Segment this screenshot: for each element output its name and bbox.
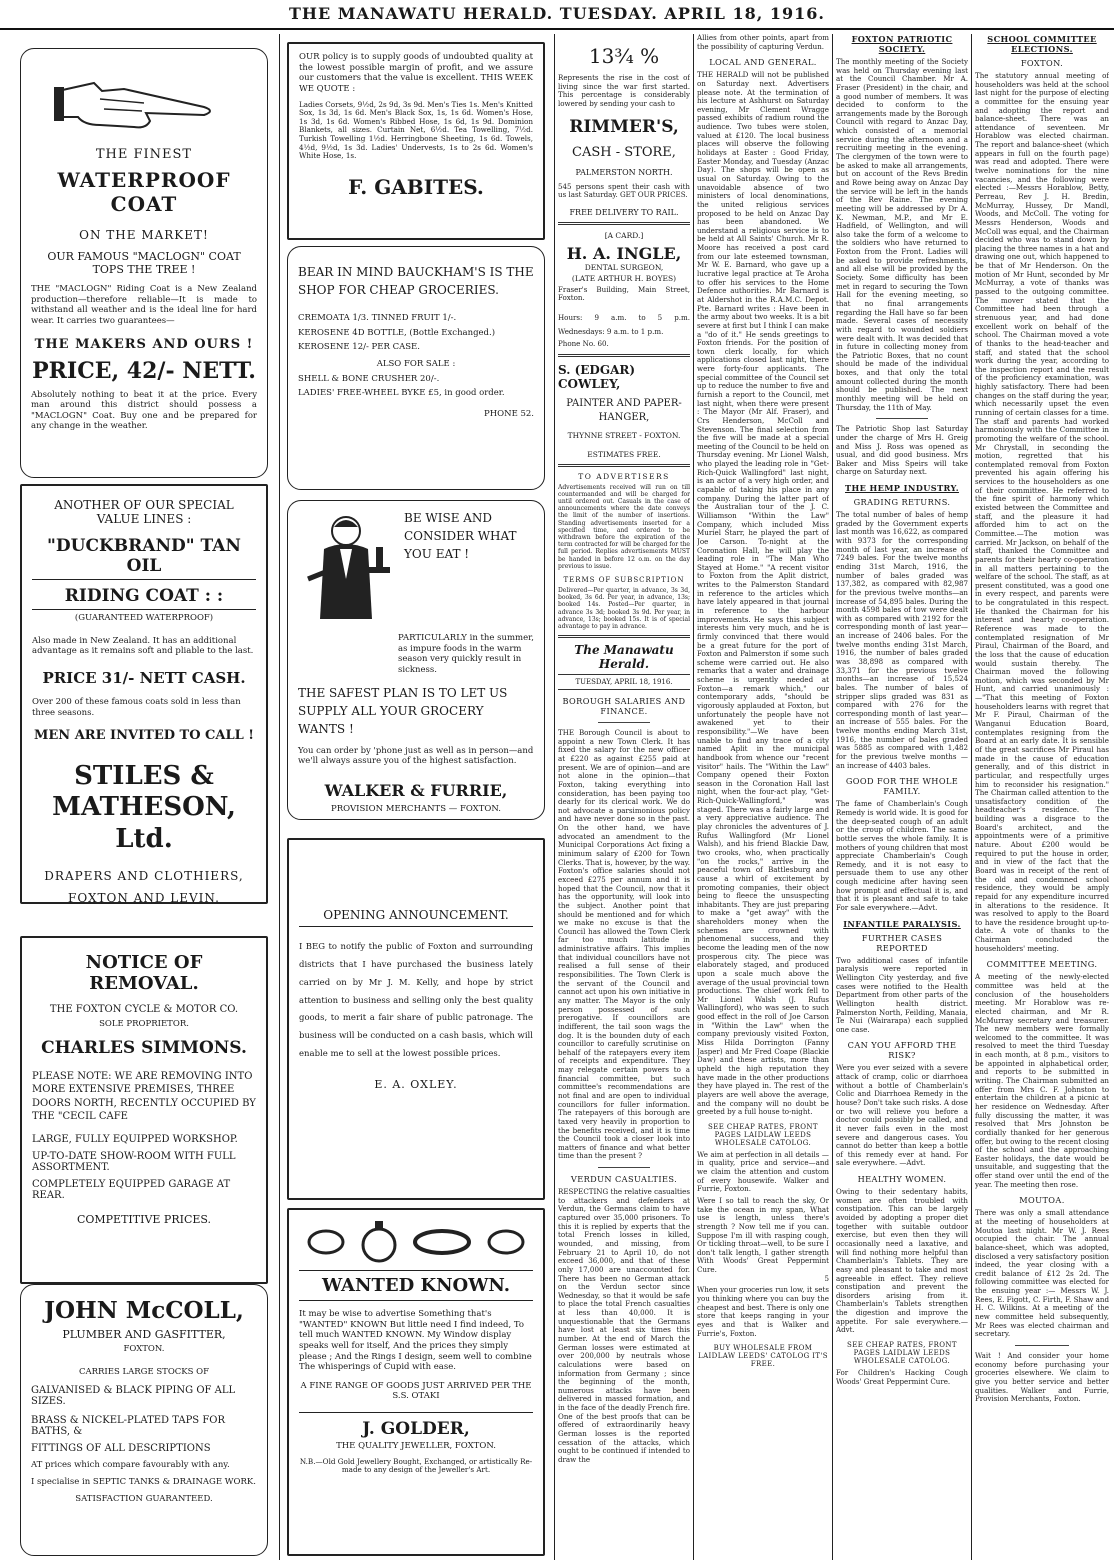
coat-makers: THE MAKERS AND OURS ! xyxy=(34,336,254,352)
ring-icon xyxy=(486,1227,526,1257)
ingle-name: H. A. INGLE, xyxy=(566,243,682,263)
local-general-heading: LOCAL AND GENERAL. xyxy=(709,57,817,68)
mccoll-line7: SATISFACTION GUARANTEED. xyxy=(75,1493,213,1504)
bauckham-item4: SHELL & BONE CRUSHER 20/-. xyxy=(298,373,440,384)
committee-body: A meeting of the newly-elected committee was held at the conclusion of the householders meeting. Mr Horablow was re-elected chairman, and Mr R. McMurray secretary and treasurer. The new members were formally welcomed to the committee. It was resolved to meet the third Tuesday in each month, at 8 p.m., visitors to be appointed in alphabetical order, and reports to be submitted in writing. The Chairman submitted an offer from Mrs C. F. Johnston to entertain the children at a picnic at her residence on Wednesday. After fully discussing the matter, it was resolved that Mrs Johnston be cordially thanked for her generous offer, but owing to the recent closing of the school and the approaching Easter holidays, the date would be unsuitable, and suggesting that the offer stand over until the end of the year. The meeting then rose. xyxy=(975,972,1109,1189)
stiles-place: FOXTON AND LEVIN. xyxy=(68,890,220,904)
removal-note: PLEASE NOTE: WE ARE REMOVING INTO MORE EXTENSIVE PREMISES, THREE DOORS NORTH, RECENTLY OCCUPIED BY THE "CECIL CAFE xyxy=(32,1070,256,1123)
bangle-icon xyxy=(412,1227,472,1257)
laidlaw-ad-3: SEE CHEAP RATES, FRONT PAGES LAIDLAW LEEDS WHOLESALE CATOLOG. xyxy=(847,1341,957,1365)
bauckham-item5: LADIES' FREE-WHEEL BYKE £5, in good order. xyxy=(298,388,505,399)
column-5 xyxy=(836,34,968,1560)
paper-name: The Manawatu Herald. xyxy=(574,643,674,672)
stiles-trade: DRAPERS AND CLOTHIERS, xyxy=(44,868,244,883)
coat-body: THE "MACLOGN" Riding Coat is a New Zealand production—therefore reliable—It is made to withstand all weather and is the ideal line for hard wear. It carries two guarantees— xyxy=(31,284,257,326)
moutoa-body: There was only a small attendance at the meeting of householders at Moutoa last night. Mr W. J. Rees occupied the chair. The annual balance-sheet, which was adopted, disclosed a very satisfactory position indeed, the year closing with a credit balance of £12 2s 2d. The following committee was elected for the ensuing year :— Messrs W. J. Rees, E. Figott, C. Firth, F. Shaw and H. C. Wilkins. At a meeting of the new committee held subsequently, Mr Rees was elected chairman and secretary. xyxy=(975,1208,1109,1339)
verdun-continued: Allies from other points, apart from the possibility of capturing Verdun. xyxy=(697,34,829,51)
ingle-late: (LATE ARTHUR H. BOYES) xyxy=(571,273,677,283)
mccoll-name: JOHN McCOLL, xyxy=(44,1297,244,1324)
ingle-building: Fraser's Building, Main Street, Foxton. xyxy=(558,284,690,303)
removal-showroom: UP-TO-DATE SHOW-ROOM WITH FULL ASSORTMENT. xyxy=(32,1150,236,1173)
ingle-hours: Hours: 9 a.m. to 5 p.m. Wednesdays: 9 a.m. to 1 p.m. xyxy=(558,313,690,336)
oxley-title: OPENING ANNOUNCEMENT. xyxy=(299,908,533,927)
laidlaw-ad-2: BUY WHOLESALE FROM LAIDLAW LEEDS' CATOLOG IT'S FREE. xyxy=(698,1344,828,1369)
walker-order: You can order by 'phone just as well as in person—and we'll always assure you of the highest satisfaction. xyxy=(298,745,534,767)
verdun-body: RESPECTING the relative casualties to attackers and defenders at Verdun, the Germans claim to have captured over 35,000 prisoners. To this it is replied by experts that the total French losses in killed, wounded, and missing, from February 21 to April 10, do not exceed 36,000, and that of these only 17,000 are unaccounted for. There has been no German attack on the Verdun sector since Wednesday, so that it would be safe to place the total French casualties at less than 40,000. It is unquestionable that the Germans have lost at least six times this number. At the end of March the German losses were estimated at over 200,000 by neutrals whose calculations were based on information from Germany ; since the beginning of the month, numerous attacks have been delivered in massed formation, and in the face of the deadly French fire. One of the best proofs that can be offered of extraordinarily heavy German losses is the reported cessation of the attacks, which ought to be continued if intended to draw the xyxy=(558,1187,690,1464)
walker-wait-ad: Wait ! And consider your home economy before purchasing your groceries elsewhere. We claim to give you better service and better qualities. Walker and Furrie, Provision Merchants, Foxton. xyxy=(975,1350,1109,1404)
laidlaw-ad-1: SEE CHEAP RATES, FRONT PAGES LAIDLAW LEEDS WHOLESALE CATOLOG. xyxy=(708,1122,818,1147)
patriotic-body: The monthly meeting of the Society was held on Thursday evening last at the Council Chamber. Mr A. Fraser (President) in the chair, and a good number of members. It was decided to conform to the arrangements made by the Borough Council with regard to Anzac Day, which consisted of a memorial service during the afternoon and a recruiting meeting in the evening. The clergymen of the town were to be asked to make all arrangements, but on account of the Revs Bredin and Rowe being away on Anzac Day the service will be left in the hands of the Rev Raine. The evening meeting will be addressed by Dr A. K. Newman, M.P., and Mr E. Hadfield, of Wellington, and will also take the form of a welcome to the soldiers who have returned to Foxton from the Front. Ladies will be asked to provide refreshments, and all else will be provided by the Society. Some difficulty has been met in regard to securing the Town Hall for the evening meeting, so that no final arrangements regarding the Hall have so far been made. Several cases of necessity with regard to wounded soldiers were dealt with. It was decided that in future in collecting money from the Patriotic Boxes, that no count should be made of the individual boxes, and that only the total amount collected during the month should be published. The next monthly meeting will be held on Thursday, the 11th of May. xyxy=(836,57,968,412)
gabites-body: OUR policy is to supply goods of undoubted quality at the lowest possible margin of profit, and we assure our customers that the value is excellent. THIS WEEK WE QUOTE : xyxy=(299,52,533,94)
golder-trade: THE QUALITY JEWELLER, FOXTON. xyxy=(336,1441,496,1451)
duck-body: Also made in New Zealand. It has an additional advantage as it remains soft and pliable to the last. xyxy=(32,635,254,657)
rimmer-note: 545 persons spent their cash with us last Saturday. GET OUR PRICES. xyxy=(558,181,690,200)
family-body: The fame of Chamberlain's Cough Remedy is world wide. It is good for the deep-seated cough of an adult or the croup of children. The same bottle serves the whole family. It is mothers of young children that most appreciate Chamberlain's Cough Remedy, and it is not easy to persuade them to use any other cough medicine after having seen how prompt and effectual it is, and that it is pleasant and safe to take For sale everywhere.—Advt. xyxy=(836,799,968,913)
stiles-matheson-ad xyxy=(20,484,268,904)
verdun-heading: VERDUN CASUALTIES. xyxy=(570,1174,678,1185)
mccoll-line6: I specialise in SEPTIC TANKS & DRAINAGE WORK. xyxy=(31,1476,256,1487)
bauckham-ad xyxy=(287,246,545,490)
oxley-ad xyxy=(287,838,545,1200)
ring-icon xyxy=(306,1227,346,1257)
subscription-title: TERMS OF SUBSCRIPTION xyxy=(563,575,685,584)
rimmer-body: Represents the rise in the cost of living since the war first started. This percentage is considerably lowered by sending your cash to xyxy=(558,73,690,108)
gabites-ad xyxy=(287,42,545,240)
coat-finest: THE FINEST xyxy=(95,147,193,162)
golder-ad xyxy=(287,1208,545,1556)
school-body: The statutory annual meeting of householders was held at the school last night for the purpose of electing a committee for the ensuing year and adopting the report and balance-sheet. There was an attendance of seventeen. Mr Horablow was elected chairman. The report and balance-sheet (which appears in full on the fourth page) was read and adopted. There were twelve nominations for the nine vacancies, and the following were elected :—Messrs Horablow, Betty, Perreau, Rev J. H. Bredin, McMurray, Hussey, Dr Mandl, Woods, and McColl. The voting for Messrs Henderson, Woods and McColl was equal, and the Chairman decided who was to stand down by placing the three names in a hat and drawing one out, which happened to be that of Mr Henderson. On the motion of Mr Hunt, seconded by Mr McMurray, a vote of thanks was passed to the outgoing committee. The mover stated that the Committee had been through a strenuous year, and had done excellent work on behalf of the school. The Chairman moved a vote of thanks to the head-teacher and staff, and stated that the school work during the year, according to the inspection report and the result of the proficiency examination, was highly satisfactory. There had been changes on the staff during the year, which necessarily upset the even running of certain classes for a time. The staff and parents had worked harmoniously with the Committee in promoting the welfare of the school. Mr Chrystall, in seconding the motion, regretted that his contemplated removal from Foxton prevented his again offering his services to the householders as one of their committee. He referred to the fine spirit of harmony which existed between the Committee and staff, and the pleasure it had afforded him to act on the Committee.—The motion was carried. Mr Jackson, on behalf of the staff, thanked the Committee and parents for their hearty co-operation in all matters pertaining to the welfare of the school. The staff, as at present constituted, was a good one in every respect, and parents were to be congratulated in this respect. He thanked the Chairman for his interest and hearty co-operation. Reference was made to the contemplated resignation of Mr Piraul, Chairman of the Board, and the loss that the cause of education would sustain thereby. The Chairman moved the following motion, which was seconded by Mr Hunt, and carried unanimously :—"That this meeting of Foxton householders learns with regret that Mr F. Piraul, Chairman of the Wanganui Education Board, contemplates resigning from the Board at an early date. It is sensible of the great sacrifices Mr Piraul has made in the cause of education generally, and of this district in particular, and respectfully urges him to reconsider his resignation." The Chairman called attention to the unsatisfactory condition of the headteacher's residence. The building was a disgrace to the Board's architect, and the appointments were of a primitive nature. About £200 would be required to put the house in order, and in view of the fact that the Board was in receipt of the rent of the old and condemned school residence, they would be amply repaid for any expenditure incurred in alterations to the residence. It was resolved to apply to the Board to have the residence brought up-to-date. A vote of thanks to the Chairman concluded the householders' meeting. xyxy=(975,71,1109,953)
walker-firm: WALKER & FURRIE, xyxy=(324,780,508,800)
salaries-body: THE Borough Council is about to appoint a new Town Clerk. It has fixed the salary for the new officer at £220 as against £255 paid at present. We are of opinion—and are not alone in the opinion—that Foxton, taking everything into consideration, has been paying too dearly for its clerical work. We do not advocate a parsimonious policy and have never done so in the past. On the other hand, we have advocated an amendment to the Municipal Corporations Act fixing a minimum salary of £200 for Town Clerks. That is, however, by the way. Foxton's office salaries should not exceed £275 per annum and it is hoped that the Council, now that it has the opportunity, will look into the subject. Another point that should be mentioned and for which we make no excuse is that the Council has allowed the Town Clerk far too much latitude in administrative affairs. This implies that individual councillors have not realised a full sense of their responsibilities. The Town Clerk is the servant of the Council and cannot act upon his own initiative in any matter. The Mayor is the only person possessed of such prerogative. If councillors are indifferent, the tail soon wags the dog. It is the bounden duty of each councillor to carefully scrutinise on behalf of the ratepayers every item of receipts and expenditure. They may relegate certain powers to a financial committee, but such committee's recommendations are not final and are open to individual councillors for fuller information. The ratepayers of this borough are taxed very heavily in proportion to the benefits received, and it is time the Council took a closer look into matters of finance and what better time than the present ? xyxy=(558,728,690,1161)
ingle-card: [A CARD.] xyxy=(604,230,644,240)
women-body: Owing to their sedentary habits, women are often troubled with constipation. This can be largely avoided by adopting a proper diet together with suitable outdoor exercise, but even then they will occasionally need a laxative, and will find nothing more helpful than Chamberlain's Tablets. They are easy and pleasant to take and most agreeable in effect. They relieve constipation and prevent the disorders arising from it. Chamberlain's Tablets strengthen the digestion and improve the appetite. For sale everywhere.—Advt. xyxy=(836,1187,968,1335)
duck-price: PRICE 31/- NETT CASH. xyxy=(42,668,246,687)
column-rule xyxy=(279,34,280,1560)
rimmer-name: RIMMER'S, xyxy=(569,116,679,137)
jewellery-illustration xyxy=(299,1218,533,1266)
removal-name: CHARLES SIMMONS. xyxy=(41,1037,247,1058)
mccoll-town: FOXTON. xyxy=(123,1344,165,1354)
peppermint-verse-number: 5 xyxy=(824,1273,829,1283)
watch-icon xyxy=(360,1219,398,1265)
masthead: THE MANAWATU HERALD. TUESDAY. APRIL 18, 1916. xyxy=(0,4,1114,30)
advertisers-title: TO ADVERTISERS xyxy=(578,471,670,481)
coat-famous: OUR FAMOUS "MACLOGN" COAT TOPS THE TREE ! xyxy=(47,250,241,276)
removal-title: NOTICE OF REMOVAL. xyxy=(85,952,203,994)
bauckham-item2: KEROSENE 4D BOTTLE, (Bottle Exchanged.) xyxy=(298,327,496,338)
walker-body: PARTICULARLY in the summer, as impure foods in the warm season very quickly result in sickness. xyxy=(398,633,534,675)
removal-workshop: LARGE, FULLY EQUIPPED WORKSHOP. xyxy=(32,1133,238,1145)
column-6 xyxy=(975,34,1109,1560)
duck-riding-coat: RIDING COAT : : xyxy=(32,586,256,610)
oxley-body: I BEG to notify the public of Foxton and surrounding districts that I have purchased the business lately carried on by Mr J. M. Kelly, and hope by strict attention to business and selling only the best quality goods, to merit a fair share of public patronage. The business will be conducted on a cash basis, which will enable me to sell at the lowest possible prices. xyxy=(299,942,533,1060)
golder-name: J. GOLDER, xyxy=(299,1412,533,1439)
cowley-street: THYNNE STREET - FOXTON. xyxy=(567,430,681,440)
mccoll-line4: FITTINGS OF ALL DESCRIPTIONS xyxy=(31,1443,211,1455)
bauckham-headline: BEAR IN MIND BAUCKHAM'S IS THE SHOP FOR CHEAP GROCERIES. xyxy=(298,265,534,297)
waiter-illustration-icon xyxy=(298,509,398,629)
gabites-list: Ladies Corsets, 9½d, 2s 9d, 3s 9d. Men's Ties 1s. Men's Knitted Sox, 1s 3d, 1s 6d. Men's Black Sox, 1s, 1s 6d. Women's Hose, 1s 3d, 1s 6d. Women's Ribbed Hose, 1s 6d, 1s 9d. Dominion Blankets, all sizes. Curtain Net, 6½d. Tea Towelling, 7½d. Turkish Towelling 1½d. Herringbone Sheeting, 1s 6d. Towels, 4½d, 9½d, 1s 3d. Ladies' Undervests, 1s to 2s 6d. Women's White Hose, 1s. xyxy=(299,99,533,161)
column-rule xyxy=(693,34,694,1560)
walker-plan: THE SAFEST PLAN IS TO LET US SUPPLY ALL YOUR GROCERY WANTS ! xyxy=(298,685,508,736)
rimmer-town: PALMERSTON NORTH. xyxy=(575,167,673,177)
bauckham-also: ALSO FOR SALE : xyxy=(376,358,456,369)
pointing-hand-icon xyxy=(54,69,234,139)
coat-price: PRICE, 42/- NETT. xyxy=(32,357,256,384)
mccoll-trade: PLUMBER AND GASFITTER, xyxy=(62,1328,226,1341)
salaries-heading: BOROUGH SALARIES AND FINANCE. xyxy=(562,696,686,717)
ingle-phone: Phone No. 60. xyxy=(558,339,609,349)
rimmer-cash-store: CASH - STORE, xyxy=(572,144,676,160)
column-3 xyxy=(558,34,690,1560)
paralysis-body: Two additional cases of infantile paralysis were reported in Wellington City yesterday, and five cases were notified to the Health Department from other parts of the Wellington health district. Palmerston North, Feilding, Manaia, Te Nui (Wairarapa) each supplied one case. xyxy=(836,955,968,1034)
mccoll-line2: GALVANISED & BLACK PIPING OF ALL SIZES. xyxy=(31,1385,236,1408)
family-heading: GOOD FOR THE WHOLE FAMILY. xyxy=(845,776,959,797)
mccoll-line5: AT prices which compare favourably with any. xyxy=(31,1460,230,1471)
bauckham-item1: CREMOATA 1/3. TINNED FRUIT 1/-. xyxy=(298,313,457,323)
bauckham-phone: PHONE 52. xyxy=(484,408,534,419)
column-4 xyxy=(697,34,829,1560)
duck-headline: "DUCKBRAND" TAN OIL xyxy=(32,536,256,580)
walker-trade: PROVISION MERCHANTS — FOXTON. xyxy=(331,803,501,814)
risk-body: Were you ever seized with a severe attack of cramp, colic or diarrhoea without a bottle of Chamberlain's Colic and Diarrhoea Remedy in the house? Don't take such risks. A dose or two will relieve you before a doctor could possibly be called, and it never fails even in the most severe and dangerous cases. You cannot do better than keep a bottle of this remedy ever at hand. For sale everywhere. —Advt. xyxy=(836,1063,968,1168)
golder-nb: N.B.—Old Gold Jewellery Bought, Exchanged, or artistically Re-made to any design of the Jeweller's Art. xyxy=(299,1456,533,1475)
removal-garage: COMPLETELY EQUIPPED GARAGE AT REAR. xyxy=(32,1178,231,1201)
golder-title: WANTED KNOWN. xyxy=(299,1270,533,1301)
golder-verse: It may be wise to advertise Something that's "WANTED" KNOWN But little need I find indeed, To tell much WANTED KNOWN. My Window display speaks well for itself, And the prices they simply please ; And the Rings I design, seem well to combine The whisperings of Cupid with ease. xyxy=(299,1309,532,1373)
walker-aim-ad: We aim at perfection in all details —in quality, price and service—and we claim the attention and custom of every housewife. Walker and Furrie, Foxton. xyxy=(697,1149,829,1194)
mccoll-ad xyxy=(20,1284,268,1556)
duck-intro: ANOTHER OF OUR SPECIAL VALUE LINES : xyxy=(54,498,234,526)
stiles-firm-name: STILES & MATHESON, Ltd. xyxy=(52,761,236,854)
mccoll-line1: CARRIES LARGE STOCKS OF xyxy=(78,1366,210,1377)
patriotic-shop: The Patriotic Shop last Saturday under the charge of Mrs H. Greig and Miss J. Ross was opened as usual, and did good business. Mrs Baker and Miss Speirs will take charge on Saturday next. xyxy=(836,424,968,477)
risk-heading: CAN YOU AFFORD THE RISK? xyxy=(847,1040,957,1061)
column-rule xyxy=(971,34,972,1560)
duck-guarantee: (GUARANTEED WATERPROOF) xyxy=(74,613,214,623)
paralysis-heading: INFANTILE PARALYSIS. xyxy=(843,918,961,929)
hemp-subheading: GRADING RETURNS. xyxy=(853,497,951,508)
removal-notice-ad xyxy=(20,936,268,1284)
hemp-body: The total number of bales of hemp graded by the Government experts last month was 16,622, as compared with 9373 for the corresponding month of last year, an increase of 7249 bales. For the twelve months ending 31st March, 1916, the number of bales graded was 137,382, as compared with 82,987 for the previous twelve months—an increase of 54,895 bales. During the month 4598 bales of tow were dealt with as compared with 2192 for the corresponding month of last year—an increase of 2406 bales. For the twelve months ending 31st March, 1916, the number of bales graded was 38,898 as compared with 33,371 for the previous twelve months—an increase of 15,524 bales. The number of bales of stripper slips graded was 831 as compared with 276 for the corresponding month of last year—an increase of 555 bales. For the twelve months ending March 31st, 1916, the number of bales graded was 5885 as compared with 1,482 for the previous twelve months — an increase of 4403 bales. xyxy=(836,510,968,770)
walker-groceries-ad: When your groceries run low, it sets you thinking where you can buy the cheapest and best. There is only one store that keeps ranging in your eyes and that is Walker and Furrie's, Foxton. xyxy=(697,1285,829,1338)
cowley-name: S. (EDGAR) COWLEY, xyxy=(558,362,636,391)
advertisers-body: Advertisements received will run on till countermanded and will be charged for until ordered out. Casuals in the case of announcements where the date conveys the limit of the number of insertions. Standing advertisements inserted for a specified time, and ordered to be withdrawn before the expiration of the term contracted for will be charged for the full period. Replies advertisements MUST be handed in before 12 o.m. on the day previous to issue. xyxy=(558,483,690,570)
coat-market: ON THE MARKET! xyxy=(79,228,209,242)
cough-ad: For Children's Hacking Cough Woods' Great Peppermint Cure. xyxy=(836,1368,968,1386)
moutoa-heading: MOUTOA. xyxy=(1019,1195,1065,1206)
removal-prices: COMPETITIVE PRICES. xyxy=(76,1212,212,1226)
removal-company: THE FOXTON CYCLE & MOTOR CO. xyxy=(49,1004,239,1015)
removal-proprietor: SOLE PROPRIETOR. xyxy=(99,1019,189,1029)
cowley-estimates: ESTIMATES FREE. xyxy=(587,449,661,459)
duck-sold: Over 200 of these famous coats sold in less than three seasons. xyxy=(32,696,241,718)
oxley-name: E. A. OXLEY. xyxy=(374,1077,458,1091)
local-general-body: THE HERALD will not be published on Saturday next. Advertisers please note. At the termination of his lecture at Ashhurst on Saturday evening, Mr Clement Wragge passed exhibits of radium round the audience. Two tubes were stolen, valued at £120. The local business places will observe the following holidays at Easter : Good Friday, Easter Monday, and Tuesday (Anzac Day). The shops will be open as usual on Saturday. Owing to the unavoidable absence of two ministers of local denominations, the united religious services proposed to be held on Anzac Day has been abandoned. We understand a religious service is to be held at All Saints' Church. Mr R. Moore has received a post card from our late esteemed townsman, Mr W. E. Barnard, who gave up a lucrative legal practice at Te Aroha to offer his services to the Home Defence authorities. Mr Barnard is at Aldershot in the R.A.M.C. Depot. Pte. Barnard writes : Have been in the army about two weeks. It is a bit severe at first but I think I can make a "do of it." He sends greetings to Foxton friends. For the position of town clerk locally, for which applications closed last night, there were forty-four applicants. The special committee of the Council set up to reduce the number to five and furnish a report to the Council, met last night, when there were present : The Mayor (Mr Alf. Fraser), and Crs Henderson, McColl and Stevenson. The final selection from the five will be made at a special meeting of the Council to be held on Thursday evening. Mr Lionel Walsh, who played the leading role in "Get-Rich-Quick Wallingford" last night, is an actor of a very high order, and capable of taking his place in any company. During the latter part of the Australian tour of the J. C. Williamson "Within the Law" Company, which included Miss Muriel Starr, he played the part of Joe Carson. To-night at the Coronation Hall, he will play the leading role in "The Man Who Stayed at Home." "A recent visitor to Foxton from the Aplit district, writes to the Palmerston Standard in reference to the articles which have lately appeared in that journal in reference to the harbour improvements. He says this subject interests him very much, and he is firmly convinced that there would be a great future for the port of Foxton and Palmerston if some such scheme were carried out. He also remarks that a water and drainage scheme is urgently needed at Foxton—a remark which," our contemporary adds, "should be vigorously applauded at Foxton, but unfortunately the people have not awakened yet to their responsibility."—We have been unable to find any trace of a city named Aplit in the municipal handbook from whence our "recent visitor" hails. The "Within the Law" Company opened their Foxton season in the Coronation Hall last night, when the four-act play, "Get-Rich-Quick-Wallingford," was staged. There was a fairly large and a very appreciative audience. The play chronicles the adventures of J. Rufus Wallingford (Mr Lionel Walsh), and his friend Blackie Daw, two crooks, who, when practically "on the rocks," arrive in the peaceful town of Battlesburg and cause a whirl of excitement by promoting companies, their object being to fleece the unsuspecting inhabitants. They are just preparing to make a "get away" with the shareholders money when the schemes are crowned with phenomenal success, and they become the leading men of the now prosperous city. The piece was elaborately staged, and produced upon a scale much above the average of the usual provincial town productions. The chief work fell to Mr Lionel Walsh (J. Rufus Wallingford), who was seen to such good effect in the roll of Joe Carson in "Within the Law" when the company previously visited Foxton, Miss Hilda Dorrington (Fanny Jasper) and Mr Fred Coape (Blackie Daw) and these artists, more than upheld the high reputation they have made in the other productions they have played in. The rest of the players are well above the average, and the company will no doubt be greeted by a full house to-night. xyxy=(697,70,829,1117)
school-heading: SCHOOL COMMITTEE ELECTIONS. xyxy=(987,34,1097,54)
gabites-name: F. GABITES. xyxy=(348,174,484,199)
rimmer-percent: 13¾ % xyxy=(588,44,660,68)
rimmer-delivery: FREE DELIVERY TO RAIL. xyxy=(569,207,679,217)
paralysis-subheading: FURTHER CASES REPORTED xyxy=(861,932,943,953)
peppermint-verse: Were I so tall to reach the sky, Or take the ocean in my span, What use is length, unless there's strength ? Now tell me if you can. Suppose I'm ill with rasping cough, Or tickling throat—well, to be sure I don't talk length, I gather strength With Woods' Great Peppermint Cure. xyxy=(697,1196,829,1275)
walker-headline: BE WISE AND CONSIDER WHAT YOU EAT ! xyxy=(404,511,517,561)
cowley-trade: PAINTER AND PAPER-HANGER, xyxy=(566,397,682,423)
coat-headline: WATERPROOF COAT xyxy=(57,168,231,216)
walker-furrie-ad xyxy=(287,500,545,820)
women-heading: HEALTHY WOMEN. xyxy=(857,1174,947,1185)
school-subheading: FOXTON. xyxy=(1020,58,1064,68)
coat-note: Absolutely nothing to beat it at the price. Every man around this district should possess a "MACLOGN" Coat. Buy one and be prepared for any change in the weather. xyxy=(31,389,257,432)
duck-call: MEN ARE INVITED TO CALL ! xyxy=(33,728,255,744)
hemp-heading: THE HEMP INDUSTRY. xyxy=(845,483,959,494)
coat-ad xyxy=(20,48,268,478)
golder-range: A FINE RANGE OF GOODS JUST ARRIVED PER THE S.S. OTAKI xyxy=(300,1380,532,1402)
column-rule xyxy=(832,34,833,1560)
bauckham-item3: KEROSENE 12/- PER CASE. xyxy=(298,342,420,353)
mccoll-line3: BRASS & NICKEL-PLATED TAPS FOR BATHS, & xyxy=(31,1415,226,1438)
committee-heading: COMMITTEE MEETING. xyxy=(986,959,1098,970)
patriotic-heading: FOXTON PATRIOTIC SOCIETY. xyxy=(851,34,953,54)
ingle-trade: DENTAL SURGEON, xyxy=(584,262,664,272)
subscription-body: Delivered—Per quarter, in advance, 3s 3d, booked, 3s 6d. Per year, in advance, 13s; booked 14s. Posted—Per quarter, in advance 3s 3d; booked 3s 9d. Per year, in advance, 13s; booked 15s. It is of special advantage to pay in advance. xyxy=(558,586,690,630)
column-rule xyxy=(554,34,555,1560)
paper-date: TUESDAY, APRIL 18, 1916. xyxy=(558,674,690,690)
